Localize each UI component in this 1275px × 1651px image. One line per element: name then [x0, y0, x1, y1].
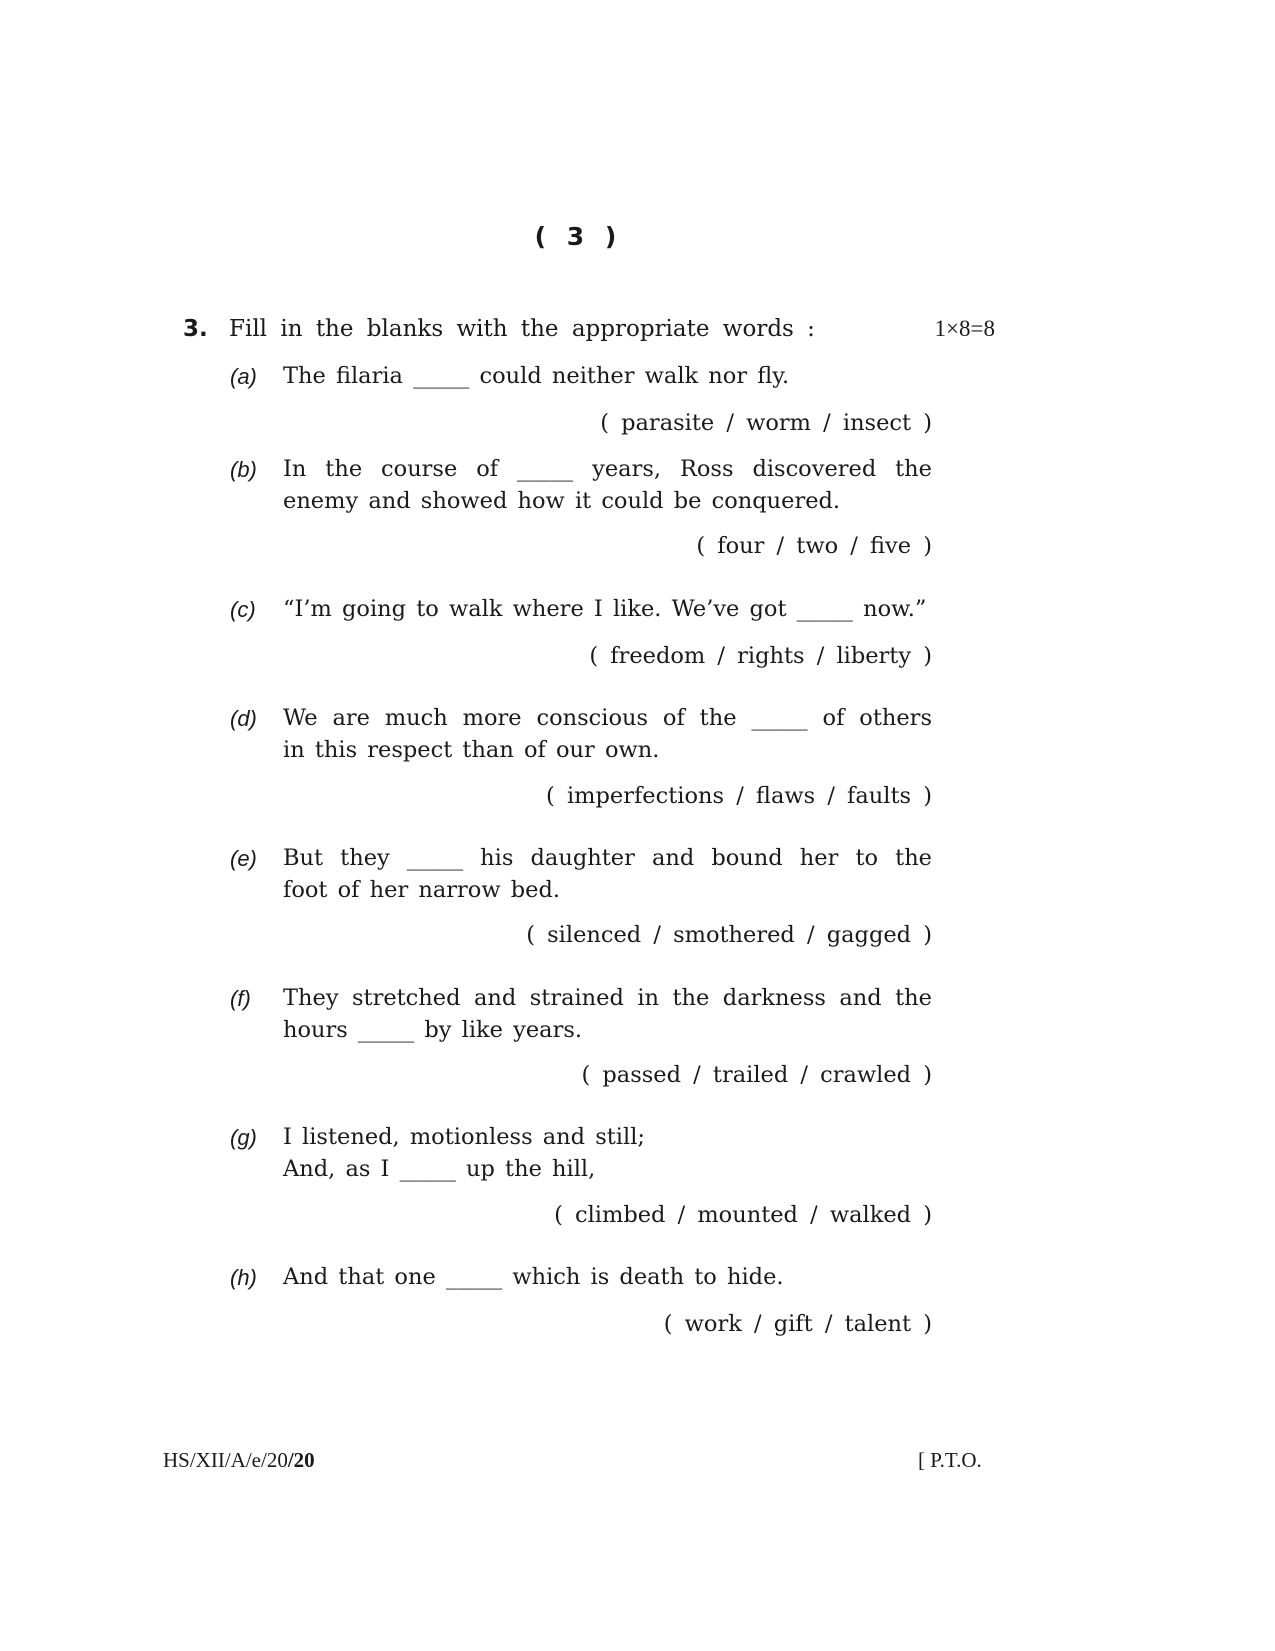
item-line: In the course of _____ years, Ross discovered the: [283, 456, 932, 482]
item-label: (a): [230, 364, 257, 389]
item-c-options: ( freedom / rights / liberty ): [589, 643, 932, 669]
item-line: The filaria _____ could neither walk nor fly.: [283, 363, 790, 389]
item-text: [283, 1122, 932, 1185]
item-line: They stretched and strained in the darkness and the: [283, 985, 932, 1011]
item-d-options: ( imperfections / flaws / faults ): [546, 783, 932, 809]
item-label: (h): [230, 1265, 257, 1290]
item-text: [283, 703, 932, 766]
question-instruction: Fill in the blanks with the appropriate words :: [229, 316, 815, 342]
item-f: [230, 983, 932, 1046]
question-marks: 1×8=8: [934, 316, 995, 341]
item-label: (d): [230, 706, 257, 731]
item-a-options: ( parasite / worm / insect ): [600, 410, 932, 436]
item-text: [283, 843, 932, 906]
item-label: (e): [230, 846, 257, 871]
item-f-options: ( passed / trailed / crawled ): [581, 1062, 932, 1088]
item-text: [283, 361, 932, 393]
page-number: ( 3 ): [534, 222, 623, 251]
paper-code-suffix: /20: [287, 1448, 315, 1472]
item-g: [230, 1122, 932, 1185]
item-label: (f): [230, 986, 251, 1011]
item-text: [283, 454, 932, 517]
item-line: hours _____ by like years.: [283, 1016, 583, 1043]
item-label: (b): [230, 457, 257, 482]
item-text: [283, 1262, 932, 1294]
item-line: And that one _____ which is death to hide.: [283, 1264, 784, 1290]
item-text: [283, 594, 932, 626]
item-d: [230, 703, 932, 766]
paper-code-prefix: HS/XII/A/e/20: [163, 1448, 288, 1472]
item-b-options: ( four / two / five ): [696, 533, 932, 559]
question-number: 3.: [183, 316, 208, 342]
item-h-options: ( work / gift / talent ): [663, 1311, 932, 1337]
item-line: foot of her narrow bed.: [283, 876, 561, 903]
item-label: (c): [230, 597, 256, 622]
item-b: [230, 454, 932, 517]
item-e: [230, 843, 932, 906]
item-line: I listened, motionless and still;: [283, 1124, 645, 1150]
item-line: in this respect than of our own.: [283, 736, 660, 763]
item-g-options: ( climbed / mounted / walked ): [554, 1202, 932, 1228]
paper-code: [163, 1448, 315, 1473]
item-c: [230, 594, 932, 626]
item-line: “I’m going to walk where I like. We’ve got _____ now.”: [283, 596, 927, 622]
item-h: [230, 1262, 932, 1294]
item-e-options: ( silenced / smothered / gagged ): [526, 922, 932, 948]
item-line: enemy and showed how it could be conquered.: [283, 487, 841, 514]
item-line: But they _____ his daughter and bound her to the: [283, 845, 932, 871]
item-line: And, as I _____ up the hill,: [283, 1155, 596, 1182]
item-label: (g): [230, 1125, 257, 1150]
item-text: [283, 983, 932, 1046]
item-line: We are much more conscious of the _____ of others: [283, 705, 932, 731]
pto-note: [ P.T.O.: [918, 1448, 982, 1472]
item-a: [230, 361, 932, 393]
